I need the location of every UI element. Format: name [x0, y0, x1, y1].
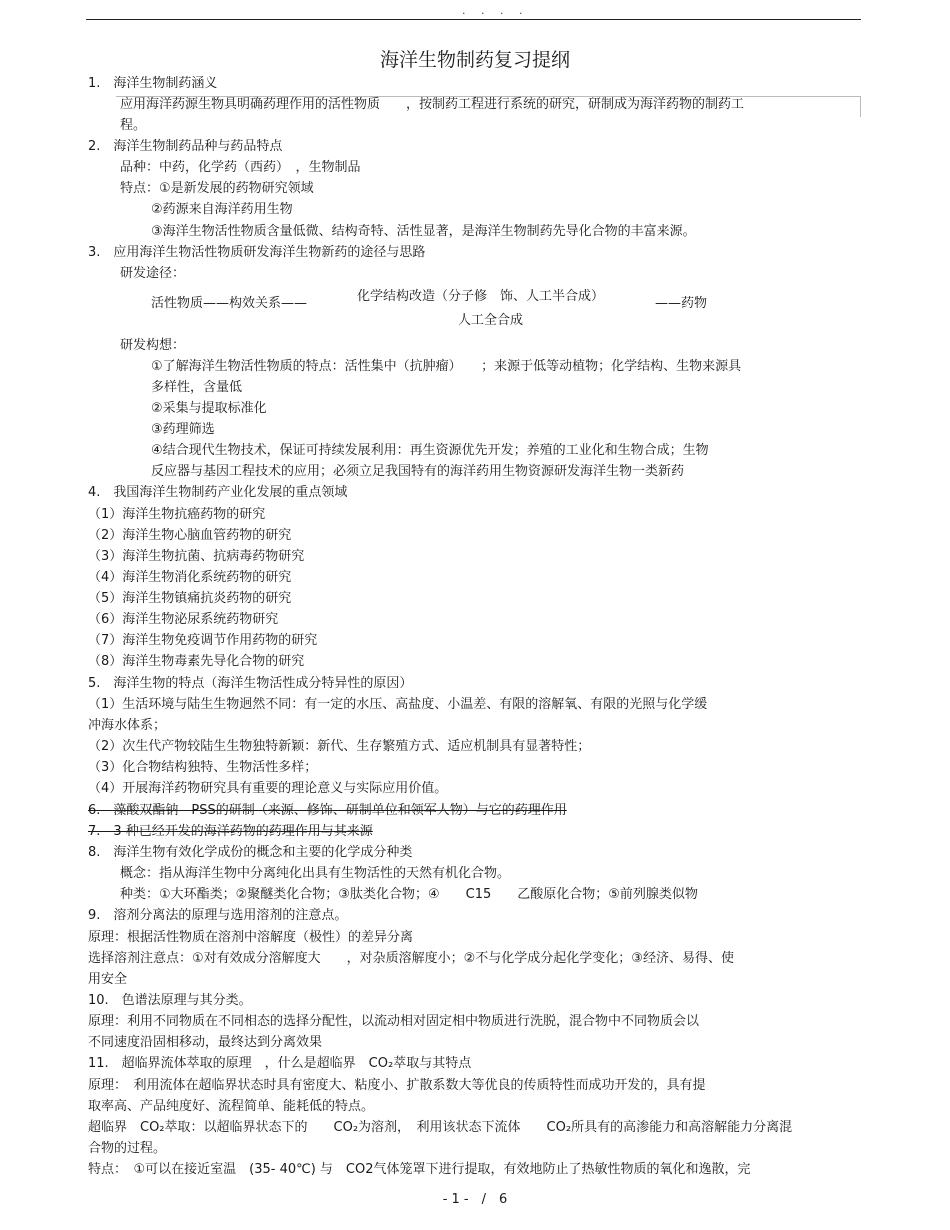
section-3-heading: 3. 应用海洋生物活性物质研发海洋生物新药的途径与思路: [88, 245, 426, 260]
idea-4-line-2: 反应器与基因工程技术的应用；必须立足我国特有的海洋药用生物资源研发海洋生物一类新药: [151, 464, 685, 479]
section-2-features-label: [120, 181, 314, 197]
section-8-heading: 8. 海洋生物有效化学成份的概念和主要的化学成分种类: [88, 845, 413, 860]
page-title: 海洋生物制药复习提纲: [379, 49, 570, 71]
section-10-principle-line-2: 不同速度沿固相移动，最终达到分离效果: [88, 1035, 323, 1050]
section-2-varieties: 品种：中药，化学药（西药） ，生物制品: [120, 160, 361, 175]
flow-right: ——药物: [655, 296, 708, 311]
section-10-principle-line-1: 原理：利用不同物质在不同相态的选择分配性，以流动相对固定相中物质进行洗脱，混合物中不同物质会以: [88, 1014, 700, 1029]
list-item: （7）海洋生物免疫调节作用药物的研究: [88, 633, 318, 648]
feature-2: ②药源来自海洋药用生物: [151, 202, 293, 217]
route-label: 研发途径：: [120, 266, 186, 281]
idea-3: ③药理筛选: [151, 422, 215, 437]
section-7-heading: 7. 3 种已经开发的海洋药物的药理作用与其来源: [88, 824, 373, 839]
section-11-heading: 11. 超临界流体萃取的原理 ，什么是超临界 CO₂萃取与其特点: [88, 1056, 472, 1071]
feature-1: ①是新发展的药物研究领域: [159, 181, 314, 196]
flow-bottom: 人工全合成: [458, 313, 524, 328]
list-item: （2）海洋生物心脑血管药物的研究: [88, 528, 292, 543]
features-label: 特点：: [120, 181, 160, 196]
section-5-heading: 5. 海洋生物的特点（海洋生物活性成分特异性的原因）: [88, 676, 413, 691]
feature-3: ③海洋生物活性物质含量低微、结构奇特、活性显著，是海洋生物制药先导化合物的丰富来源。: [151, 224, 696, 239]
section-9-note-line-2: 用安全: [88, 972, 128, 987]
header-rule: [86, 19, 861, 20]
section-8-kinds: 种类：①大环酯类；②聚醚类化合物；③肽类化合物；④ C15 乙酸原化合物；⑤前列腺类似物: [120, 887, 698, 902]
section-4-heading: 4. 我国海洋生物制药产业化发展的重点领域: [88, 485, 348, 500]
list-item: （4）海洋生物消化系统药物的研究: [88, 570, 292, 585]
section-5-point-3: （3）化合物结构独特、生物活性多样；: [88, 760, 318, 775]
section-1-text-line-1: 应用海洋药源生物具明确药理作用的活性物质 ，按制药工程进行系统的研究，研制成为海洋药物的制药工: [120, 97, 745, 112]
section-8-concept: 概念：指从海洋生物中分离纯化出具有生物活性的天然有机化合物。: [120, 866, 511, 881]
idea-1-line-2: 多样性，含量低: [151, 380, 243, 395]
section-1-text-line-2: 程。: [120, 118, 147, 133]
section-11-principle-line-2: 取率高、产品纯度好、流程简单、能耗低的特点。: [88, 1099, 375, 1114]
section-5-point-1-line-1: （1）生活环境与陆生生物迥然不同：有一定的水压、高盐度、小温差、有限的溶解氧、有限的光照与化学缓: [88, 697, 708, 712]
section-11-features-line-1: 特点： ①可以在接近室温 (35- 40℃) 与 CO2气体笼罩下进行提取，有效地防止了热敏性物质的氧化和逸散，完: [88, 1162, 751, 1177]
section-2-heading: 2. 海洋生物制药品种与药品特点: [88, 139, 283, 154]
flow-top: 化学结构改造（分子修 饰、人工半合成）: [357, 289, 605, 304]
idea-4-line-1: ④结合现代生物技术，保证可持续发展利用：再生资源优先开发；养殖的工业化和生物合成；生物: [151, 443, 709, 458]
section-10-heading: 10. 色谱法原理与其分类。: [88, 993, 252, 1008]
section-5-point-1-line-2: 冲海水体系；: [88, 718, 167, 733]
list-item: （8）海洋生物毒素先导化合物的研究: [88, 654, 305, 669]
page-number: - 1 - / 6: [442, 1192, 508, 1207]
section-6-heading: 6. 藻酸双酯钠 PSS的研制（来源、修饰、研制单位和领军人物）与它的药理作用: [88, 803, 567, 818]
section-9-principle: 原理：根据活性物质在溶剂中溶解度（极性）的差异分离: [88, 930, 414, 945]
flow-left: 活性物质——构效关系——: [151, 296, 308, 311]
idea-2: ②采集与提取标准化: [151, 401, 267, 416]
section-11-principle-line-1: 原理： 利用流体在超临界状态时具有密度大、粘度小、扩散系数大等优良的传质特性而成功开发的，具有提: [88, 1078, 706, 1093]
list-item: （1）海洋生物抗癌药物的研究: [88, 507, 266, 522]
section-5-point-2: （2）次生代产物较陆生生物独特新颖：新代、生存繁殖方式、适应机制具有显著特性；: [88, 739, 591, 754]
section-11-co2-line-1: 超临界 CO₂萃取：以超临界状态下的 CO₂为溶剂， 利用该状态下流体 CO₂所具有的高渗能力和高溶解能力分离混: [88, 1120, 793, 1135]
section-11-co2-line-2: 合物的过程。: [88, 1141, 167, 1156]
list-item: （3）海洋生物抗菌、抗病毒药物研究: [88, 549, 305, 564]
idea-label: 研发构想：: [120, 338, 186, 353]
section-1-heading: 1. 海洋生物制药涵义: [88, 76, 218, 91]
section-5-point-4: （4）开展海洋药物研究具有重要的理论意义与实际应用价值。: [88, 781, 448, 796]
section-9-note-line-1: 选择溶剂注意点：①对有效成分溶解度大 ，对杂质溶解度小；②不与化学成分起化学变化；③经济、易得、使: [88, 951, 734, 966]
list-item: （5）海洋生物镇痛抗炎药物的研究: [88, 591, 292, 606]
idea-1-line-1: ①了解海洋生物活性物质的特点：活性集中（抗肿瘤） ；来源于低等动植物；化学结构、生物来源具: [151, 359, 742, 374]
section-9-heading: 9. 溶剂分离法的原理与选用溶剂的注意点。: [88, 908, 348, 923]
header-dots: . . . .: [462, 4, 529, 17]
list-item: （6）海洋生物泌尿系统药物研究: [88, 612, 279, 627]
